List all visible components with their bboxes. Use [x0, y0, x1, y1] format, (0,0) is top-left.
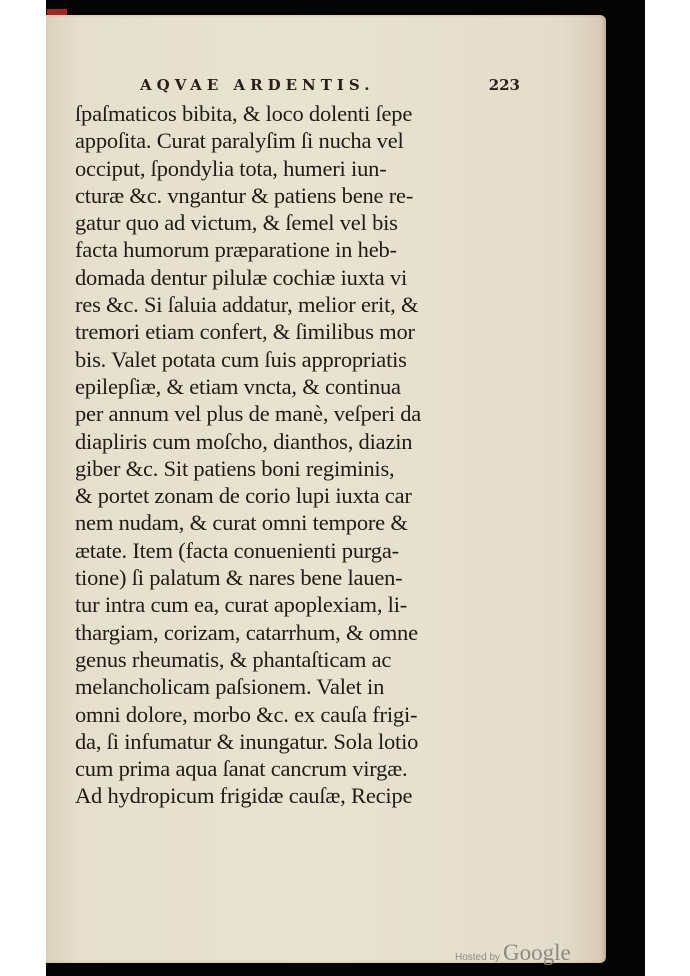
- text-line: melancholicam paſsionem. Valet in: [75, 674, 385, 700]
- text-line: occiput, ſpondylia tota, humeri iun-: [75, 155, 387, 181]
- text-line: appoſita. Curat paralyſim ſi nucha vel: [75, 128, 404, 154]
- text-line: ſpaſmaticos bibita, & loco dolenti ſepe: [75, 101, 413, 126]
- text-line: omni dolore, morbo &c. ex cauſa frigi-: [75, 701, 418, 727]
- google-logo: Google: [503, 940, 571, 965]
- text-line: bis. Valet potata cum ſuis appropriatis: [75, 346, 407, 372]
- text-line: Ad hydropicum frigidæ cauſæ, Recipe: [75, 783, 413, 809]
- text-line: res &c. Si ſaluia addatur, melior erit, &: [75, 292, 419, 318]
- text-line: da, ſi infumatur & inungatur. Sola lotio: [75, 728, 419, 754]
- text-line: gatur quo ad victum, & ſemel vel bis: [75, 210, 398, 236]
- text-line: genus rheumatis, & phantaſticam ac: [75, 646, 392, 672]
- hosted-by-google-watermark: [455, 940, 571, 966]
- text-line: per annum vel plus de manè, veſperi da: [75, 401, 422, 427]
- running-head-title: AQVAE ARDENTIS.: [140, 76, 375, 94]
- text-line: tur intra cum ea, curat apoplexiam, li-: [75, 592, 408, 618]
- text-line: cum prima aqua ſanat cancrum virgæ.: [75, 756, 408, 782]
- text-line: diapliris cum moſcho, dianthos, diazin: [75, 428, 413, 454]
- watermark-hosted-by: Hosted by: [455, 952, 501, 963]
- page-number: 223: [488, 76, 520, 94]
- body-text: [75, 100, 495, 810]
- text-line: ætate. Item (facta conuenienti purga-: [75, 537, 399, 563]
- running-head: [140, 76, 520, 102]
- text-line: domada dentur pilulæ cochiæ iuxta vi: [75, 264, 408, 290]
- text-line: thargiam, corizam, catarrhum, & omne: [75, 619, 418, 645]
- text-line: giber &c. Sit patiens boni regiminis,: [75, 455, 395, 481]
- text-line: nem nudam, & curat omni tempore &: [75, 510, 408, 536]
- text-line: epilepſiæ, & etiam vncta, & continua: [75, 373, 401, 399]
- text-line: cturæ &c. vngantur & patiens bene re-: [75, 182, 414, 208]
- text-line: facta humorum præparatione in heb-: [75, 237, 397, 263]
- text-line: tremori etiam confert, & ſimilibus mor: [75, 319, 415, 345]
- text-line: tione) ſi palatum & nares bene lauen-: [75, 565, 403, 591]
- text-line: & portet zonam de corio lupi iuxta car: [75, 483, 412, 509]
